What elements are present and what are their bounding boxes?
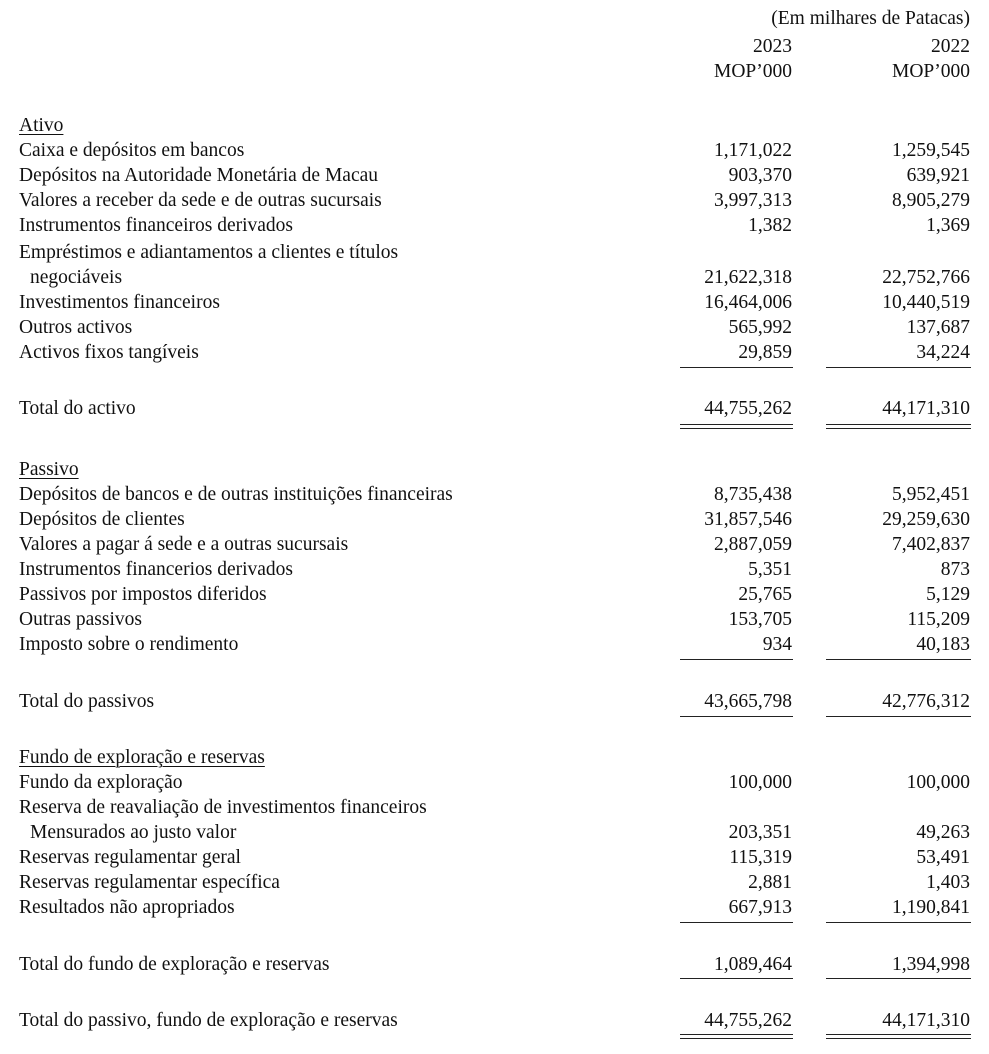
subtotal-rule [680,367,793,368]
grand-total-value-2022: 44,171,310 [882,1010,970,1031]
value-2022: 34,224 [916,342,970,363]
value-2023: 934 [762,634,792,655]
value-2022: 5,129 [926,584,970,605]
value-2022: 10,440,519 [882,292,970,313]
subtotal-rule [826,922,971,923]
subtotal-rule [826,367,971,368]
value-2022: 53,491 [916,847,970,868]
value-2022: 1,369 [926,215,970,236]
value-2023: 8,735,438 [714,484,792,505]
section-title-fundo: Fundo de exploração e reservas [19,747,265,768]
value-2022: 29,259,630 [882,509,970,530]
grand-total-value-2023: 44,755,262 [704,1010,792,1031]
value-2023: 1,382 [748,215,792,236]
subtotal-rule [826,659,971,660]
value-2022: 1,259,545 [892,140,970,161]
double-total-rule [826,1034,971,1039]
total-value-2022: 42,776,312 [882,691,970,712]
value-2023: 21,622,318 [704,267,792,288]
row-label: Instrumentos financerios derivados [19,559,294,580]
row-label: Imposto sobre o rendimento [19,634,239,655]
row-label: Outras passivos [19,609,142,630]
value-2023: 2,881 [748,872,792,893]
value-2023: 29,859 [738,342,792,363]
row-label-continuation: Mensurados ao justo valor [30,822,237,843]
total-value-2023: 43,665,798 [704,691,792,712]
total-label: Total do fundo de exploração e reservas [19,954,330,975]
row-label: Depósitos na Autoridade Monetária de Macau [19,165,379,186]
total-rule [826,716,971,717]
total-label: Total do activo [19,398,136,419]
value-2023: 2,887,059 [714,534,792,555]
value-2022: 137,687 [906,317,970,338]
total-value-2023: 44,755,262 [704,398,792,419]
column-currency-2022: MOP’000 [891,61,970,82]
row-label: Activos fixos tangíveis [19,342,199,363]
row-label: Valores a receber da sede e de outras sucursais [19,190,382,211]
total-value-2022: 44,171,310 [882,398,970,419]
row-label: Reservas regulamentar geral [19,847,241,868]
value-2022: 115,209 [907,609,970,630]
value-2022: 40,183 [916,634,970,655]
row-label: Resultados não apropriados [19,897,235,918]
value-2022: 1,190,841 [892,897,970,918]
value-2023: 31,857,546 [704,509,792,530]
value-2023: 903,370 [728,165,792,186]
total-value-2023: 1,089,464 [714,954,792,975]
value-2022: 639,921 [906,165,970,186]
value-2022: 8,905,279 [892,190,970,211]
row-label: Depósitos de bancos e de outras instituições financeiras [19,484,453,505]
value-2023: 565,992 [728,317,792,338]
row-label: Passivos por impostos diferidos [19,584,267,605]
double-total-rule [680,424,793,429]
value-2023: 1,171,022 [714,140,792,161]
total-label: Total do passivos [19,691,155,712]
value-2023: 667,913 [728,897,792,918]
total-rule [826,978,971,979]
subtotal-rule [680,659,793,660]
value-2022: 22,752,766 [882,267,970,288]
value-2022: 5,952,451 [892,484,970,505]
row-label: Reserva de reavaliação de investimentos financeiros [19,797,427,818]
column-year-2023: 2023 [753,36,792,57]
total-rule [680,716,793,717]
total-value-2022: 1,394,998 [892,954,970,975]
total-rule [680,978,793,979]
subtotal-rule [680,922,793,923]
column-year-2022: 2022 [931,36,970,57]
section-title-ativo: Ativo [19,115,64,136]
row-label-continuation: negociáveis [30,267,123,288]
unit-note: (Em milhares de Patacas) [771,8,970,29]
row-label: Empréstimos e adiantamentos a clientes e títulos [19,242,399,263]
column-currency-2023: MOP’000 [713,61,792,82]
row-label: Fundo da exploração [19,772,183,793]
value-2022: 7,402,837 [892,534,970,555]
double-total-rule [680,1034,793,1039]
double-total-rule [826,424,971,429]
value-2023: 115,319 [729,847,792,868]
row-label: Outros activos [19,317,133,338]
value-2022: 100,000 [906,772,970,793]
row-label: Depósitos de clientes [19,509,185,530]
row-label: Reservas regulamentar específica [19,872,280,893]
value-2023: 203,351 [728,822,792,843]
value-2022: 1,403 [926,872,970,893]
row-label: Instrumentos financeiros derivados [19,215,294,236]
value-2023: 100,000 [728,772,792,793]
value-2023: 25,765 [738,584,792,605]
grand-total-label: Total do passivo, fundo de exploração e reservas [19,1010,398,1031]
value-2023: 16,464,006 [704,292,792,313]
value-2022: 873 [940,559,970,580]
row-label: Investimentos financeiros [19,292,220,313]
row-label: Caixa e depósitos em bancos [19,140,245,161]
value-2023: 5,351 [748,559,792,580]
value-2023: 3,997,313 [714,190,792,211]
value-2022: 49,263 [916,822,970,843]
section-title-passivo: Passivo [19,459,79,480]
value-2023: 153,705 [728,609,792,630]
row-label: Valores a pagar á sede e a outras sucursais [19,534,349,555]
